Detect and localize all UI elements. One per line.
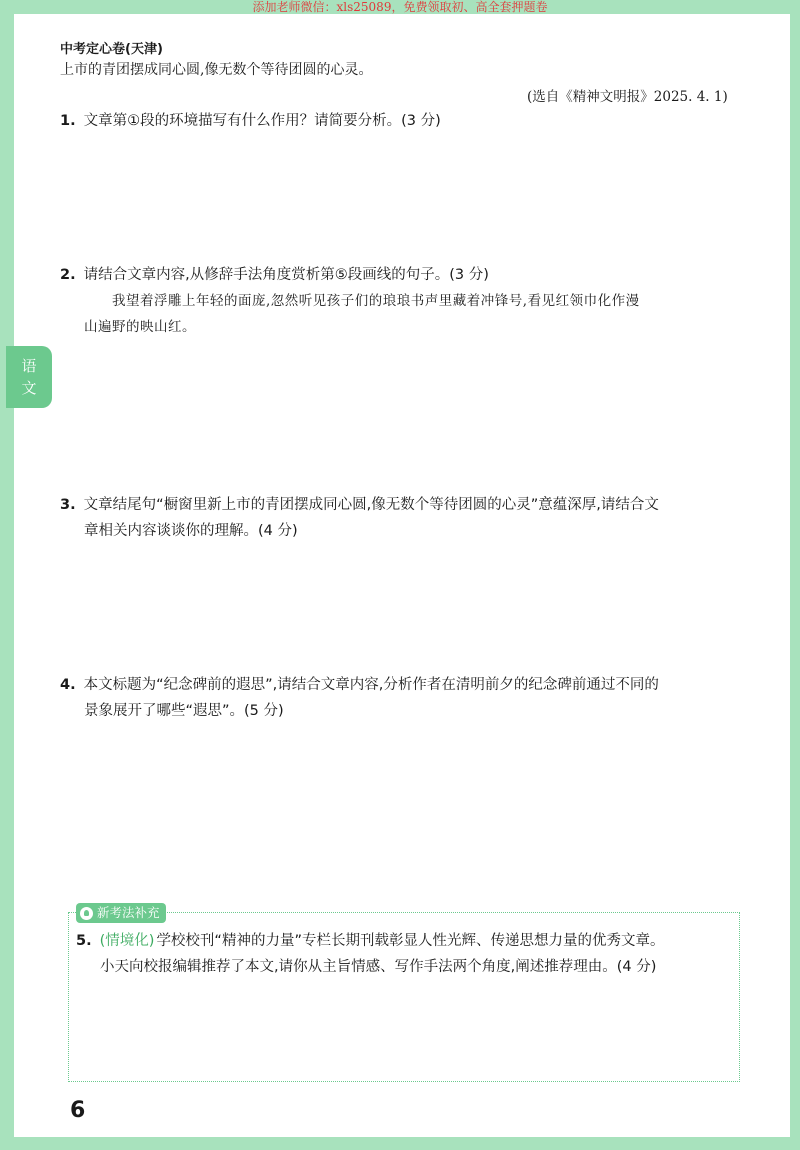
- question-number: 5.: [76, 933, 92, 949]
- question-3: [60, 494, 659, 516]
- passage-tail: 上市的青团摆成同心圆,像无数个等待团圆的心灵。: [60, 62, 373, 78]
- supplement-tag: [76, 903, 166, 923]
- page-frame-left: [0, 0, 14, 1150]
- question-4: [60, 674, 659, 696]
- question-2: [60, 264, 489, 286]
- subject-tab: [6, 346, 52, 408]
- quoted-sentence-line: 山遍野的映山红。: [84, 319, 196, 335]
- page-frame-bottom: [0, 1137, 800, 1150]
- context-label: (情境化): [99, 933, 155, 949]
- question-text-cont: 景象展开了哪些“遐思”。(5 分): [84, 703, 284, 719]
- passage-source: (选自《精神文明报》2025. 4. 1): [527, 89, 728, 105]
- question-text-cont: 章相关内容谈谈你的理解。(4 分): [84, 523, 298, 539]
- question-number: 4.: [60, 677, 76, 693]
- question-text: 文章第①段的环境描写有什么作用？请简要分析。(3 分): [83, 113, 441, 129]
- question-text: 学校校刊“精神的力量”专栏长期刊载彰显人性光辉、传递思想力量的优秀文章。: [156, 933, 665, 949]
- question-number: 2.: [60, 267, 76, 283]
- question-number: 3.: [60, 497, 76, 513]
- question-number: 1.: [60, 113, 76, 129]
- question-text-cont: 小天向校报编辑推荐了本文,请你从主旨情感、写作手法两个角度,阐述推荐理由。(4 分): [100, 959, 657, 975]
- question-5: [76, 930, 664, 952]
- question-text: 请结合文章内容,从修辞手法角度赏析第⑤段画线的句子。(3 分): [83, 267, 489, 283]
- supplement-tag-label: 新考法补充: [97, 905, 160, 920]
- question-text: 本文标题为“纪念碑前的遐思”,请结合文章内容,分析作者在清明前夕的纪念碑前通过不同的: [83, 677, 659, 693]
- subject-tab-char: 文: [21, 379, 37, 397]
- watermark-text: 添加老师微信：xls25089，免费领取初、高全套押题卷: [252, 0, 548, 14]
- quoted-sentence-line: 我望着浮雕上年轻的面庞,忽然听见孩子们的琅琅书声里藏着冲锋号,看见红领巾化作漫: [112, 293, 640, 309]
- question-1: [60, 110, 441, 132]
- page-frame-right: [790, 0, 800, 1150]
- series-title: 中考定心卷(天津): [60, 42, 163, 57]
- question-text: 文章结尾句“橱窗里新上市的青团摆成同心圆,像无数个等待团圆的心灵”意蕴深厚,请结合文: [83, 497, 659, 513]
- subject-tab-char: 语: [21, 357, 37, 375]
- page-number: 6: [70, 1098, 86, 1123]
- lightbulb-icon: [80, 907, 93, 920]
